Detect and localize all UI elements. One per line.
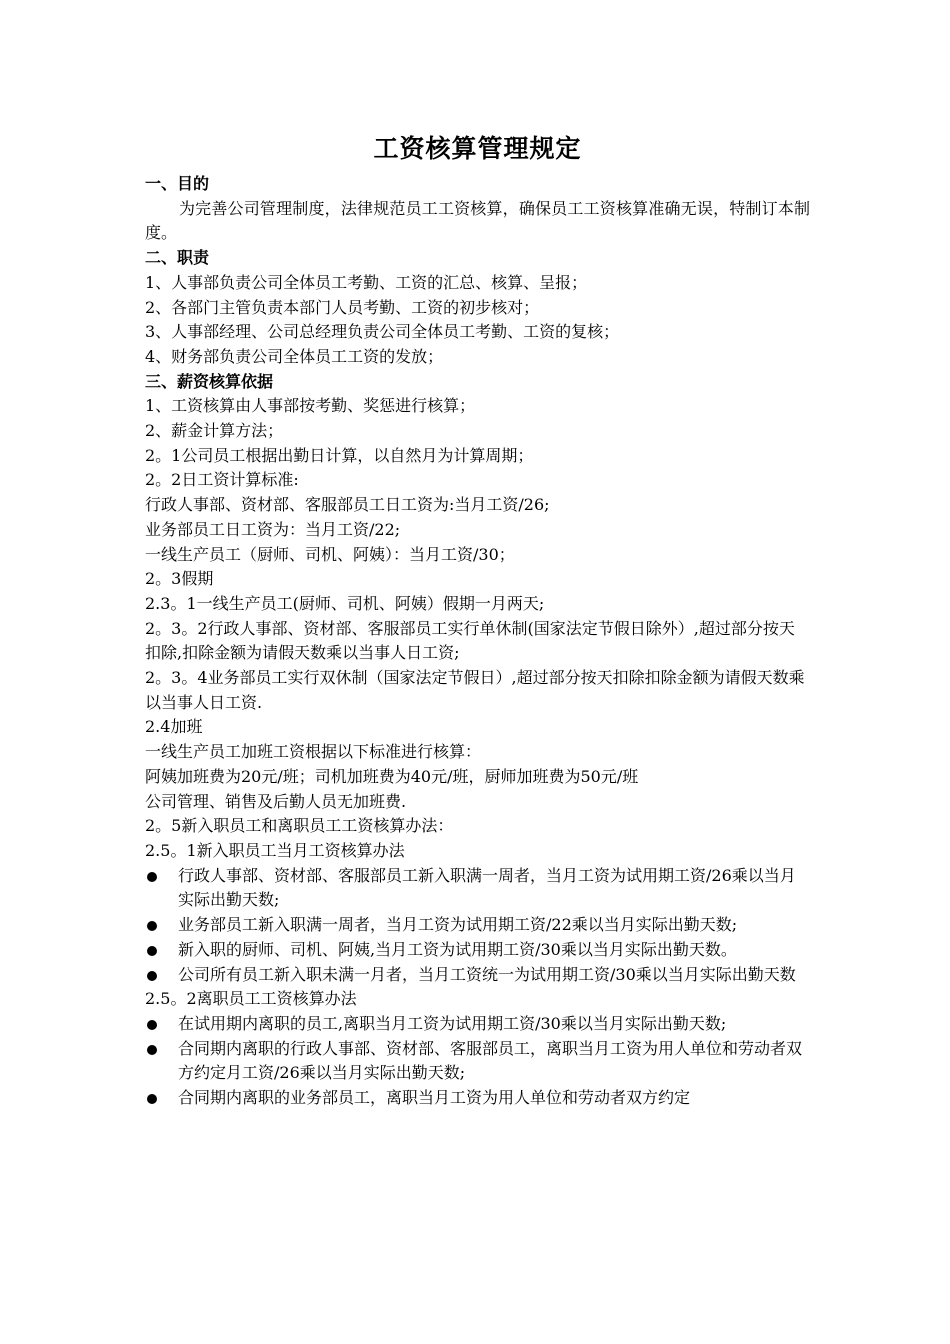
bullet-text: 合同期内离职的业务部员工，离职当月工资为用人单位和劳动者双方约定	[178, 1088, 691, 1108]
bullet-text: 合同期内离职的行政人事部、资材部、客服部员工，离职当月工资为用人单位和劳动者双方约定月工资/26乘以当月实际出勤天数;	[178, 1038, 803, 1083]
bullet-dot-icon	[147, 1094, 157, 1104]
bullet-text: 新入职的厨师、司机、阿姨,当月工资为试用期工资/30乘以当月实际出勤天数。	[178, 939, 737, 959]
bullet-item	[145, 963, 810, 988]
basis-line: 2。2日工资计算标准:	[145, 470, 299, 490]
basis-line: 公司管理、销售及后勤人员无加班费.	[145, 791, 407, 811]
bullet-item	[145, 864, 810, 913]
purpose-paragraph: 为完善公司管理制度，法律规范员工工资核算，确保员工工资核算准确无误，特制订本制度。	[145, 198, 810, 243]
bullet-dot-icon	[147, 921, 157, 931]
basis-line: 行政人事部、资材部、客服部员工日工资为:当月工资/26;	[145, 495, 550, 515]
bullet-item	[145, 938, 810, 963]
bullet-dot-icon	[147, 1020, 157, 1030]
basis-paragraph: 2。3。4业务部员工实行双休制（国家法定节假日）,超过部分按天扣除扣除金额为请假天数乘以当事人日工资.	[145, 668, 805, 712]
bullet-item	[145, 913, 810, 938]
basis-line: 2、薪金计算方法；	[145, 421, 284, 441]
bullet-item	[145, 1086, 810, 1111]
section-heading-purpose: 一、目的	[145, 174, 210, 193]
basis-line: 阿姨加班费为20元/班；司机加班费为40元/班，厨师加班费为50元/班	[145, 766, 639, 786]
bullet-item	[145, 1037, 810, 1086]
bullet-text: 公司所有员工新入职未满一月者，当月工资统一为试用期工资/30乘以当月实际出勤天数	[178, 964, 796, 984]
duty-item: 2、各部门主管负责本部门人员考勤、工资的初步核对；	[145, 297, 540, 317]
document-page	[145, 130, 810, 1111]
section-heading-basis: 三、薪资核算依据	[145, 371, 274, 391]
basis-paragraph: 2。3。2行政人事部、资材部、客服部员工实行单休制(国家法定节假日除外）,超过部分按天扣除,扣除金额为请假天数乘以当事人日工资;	[145, 618, 795, 663]
section-heading-duties: 二、职责	[145, 248, 210, 268]
duty-item: 1、人事部负责公司全体员工考勤、工资的汇总、核算、呈报；	[145, 272, 588, 292]
basis-line: 2。3假期	[145, 569, 214, 589]
basis-line: 2.4加班	[145, 717, 203, 737]
basis-line: 2。5新入职员工和离职员工工资核算办法：	[145, 816, 454, 836]
bullet-text: 在试用期内离职的员工,离职当月工资为试用期工资/30乘以当月实际出勤天数;	[178, 1013, 727, 1033]
basis-line: 1、工资核算由人事部按考勤、奖惩进行核算；	[145, 396, 476, 416]
basis-line: 业务部员工日工资为：当月工资/22;	[145, 519, 401, 539]
bullet-dot-icon	[147, 1045, 157, 1055]
bullet-dot-icon	[147, 971, 157, 981]
bullet-item	[145, 1012, 810, 1037]
basis-line: 2。1公司员工根据出勤日计算，以自然月为计算周期；	[145, 445, 534, 465]
basis-line: 2.5。2离职员工工资核算办法	[145, 989, 357, 1009]
bullet-dot-icon	[147, 946, 157, 956]
document-title: 工资核算管理规定	[373, 134, 582, 163]
duty-item: 4、财务部负责公司全体员工工资的发放；	[145, 346, 444, 366]
basis-line: 一线生产员工（厨师、司机、阿姨）：当月工资/30；	[145, 544, 515, 564]
basis-line: 2.5。1新入职员工当月工资核算办法	[145, 840, 405, 860]
bullet-text: 行政人事部、资材部、客服部员工新入职满一周者，当月工资为试用期工资/26乘以当月实际出勤天数;	[178, 865, 796, 910]
basis-line: 2.3。1一线生产员工(厨师、司机、阿姨）假期一月两天;	[145, 593, 545, 613]
basis-line: 一线生产员工加班工资根据以下标准进行核算：	[145, 742, 482, 762]
bullet-dot-icon	[147, 872, 157, 882]
duty-item: 3、人事部经理、公司总经理负责公司全体员工考勤、工资的复核；	[145, 322, 620, 342]
bullet-text: 业务部员工新入职满一周者，当月工资为试用期工资/22乘以当月实际出勤天数;	[178, 915, 738, 935]
